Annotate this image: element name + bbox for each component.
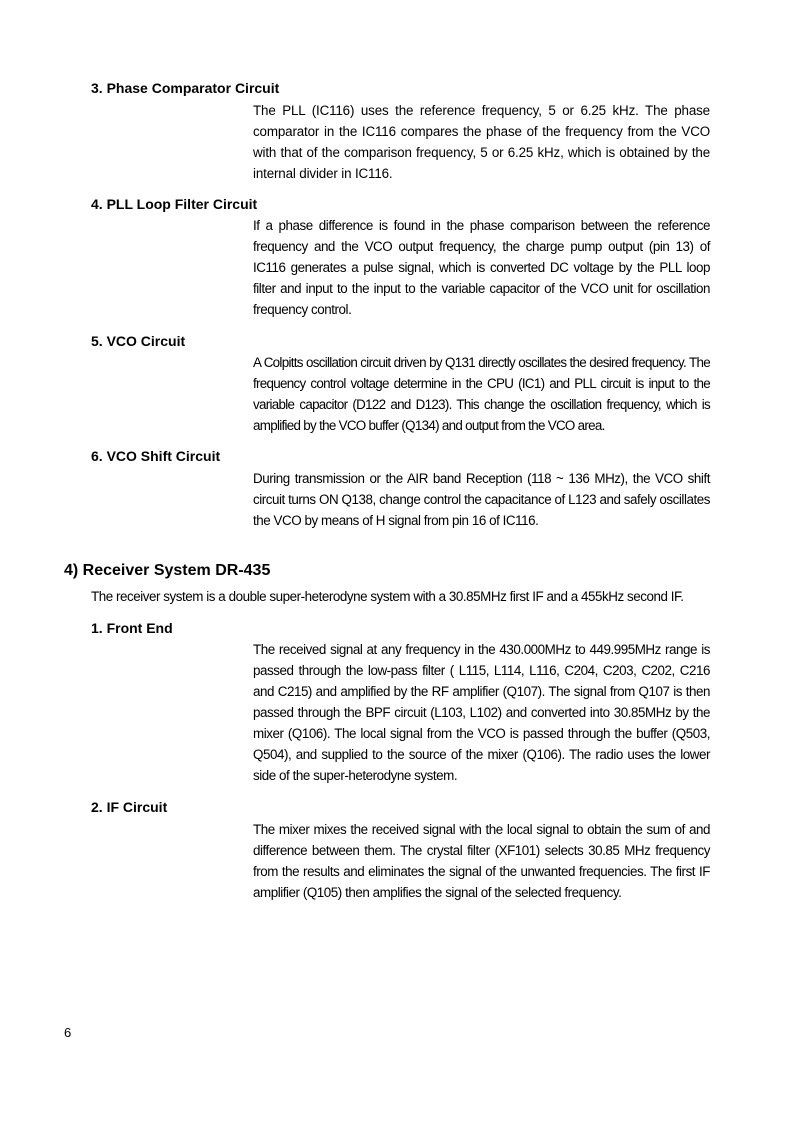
- paragraph-receiver-intro: The receiver system is a double super-heterodyne system with a 30.85MHz first IF and a 455kHz second IF.: [91, 589, 684, 604]
- paragraph-front-end: The received signal at any frequency in the 430.000MHz to 449.995MHz range is passed through the low-pass filter ( L115, L114, L116, C204, C203, C202, C216 and C215) and amplified by the RF amplifier (Q107). The signal from Q107 is then passed through the BPF circuit (L103, L102) and converted into 30.85MHz by the mixer (Q106). The local signal from the VCO is passed through the buffer (Q503, Q504), and supplied to the source of the mixer (Q106). The radio uses the lower side of the super-heterodyne system.: [253, 642, 710, 783]
- heading-if-circuit: 2. IF Circuit: [91, 799, 168, 815]
- heading-vco-circuit: 5. VCO Circuit: [91, 333, 186, 349]
- heading-vco-shift: 6. VCO Shift Circuit: [91, 448, 221, 464]
- page-number: 6: [64, 1025, 72, 1040]
- heading-receiver-system: 4) Receiver System DR-435: [64, 562, 271, 579]
- heading-phase-comparator: 3. Phase Comparator Circuit: [91, 80, 280, 96]
- heading-pll-loop-filter: 4. PLL Loop Filter Circuit: [91, 196, 258, 212]
- heading-front-end: 1. Front End: [91, 620, 173, 636]
- paragraph-vco-shift: During transmission or the AIR band Reception (118 ~ 136 MHz), the VCO shift circuit turns ON Q138, change control the capacitance of L123 and safely oscillates the VCO by means of H signal from pin 16 of IC116.: [253, 471, 710, 528]
- paragraph-if-circuit: The mixer mixes the received signal with the local signal to obtain the sum of and difference between them. The crystal filter (XF101) selects 30.85 MHz frequency from the results and eliminates the signal of the unwanted frequencies. The first IF amplifier (Q105) then amplifies the signal of the selected frequency.: [253, 822, 710, 900]
- paragraph-phase-comparator: The PLL (IC116) uses the reference frequency, 5 or 6.25 kHz. The phase comparator in the IC116 compares the phase of the frequency from the VCO with that of the comparison frequency, 5 or 6.25 kHz, which is obtained by the internal divider in IC116.: [253, 103, 710, 181]
- paragraph-pll-loop-filter: If a phase difference is found in the phase comparison between the reference frequency and the VCO output frequency, the charge pump output (pin 13) of IC116 generates a pulse signal, which is converted DC voltage by the PLL loop filter and input to the input to the variable capacitor of the VCO unit for oscillation frequency control.: [253, 218, 710, 317]
- paragraph-vco-circuit: A Colpitts oscillation circuit driven by Q131 directly oscillates the desired frequency. The frequency control voltage determine in the CPU (IC1) and PLL circuit is input to the variable capacitor (D122 and D123). This change the oscillation frequency, which is amplified by the VCO buffer (Q134) and output from the VCO area.: [253, 355, 710, 433]
